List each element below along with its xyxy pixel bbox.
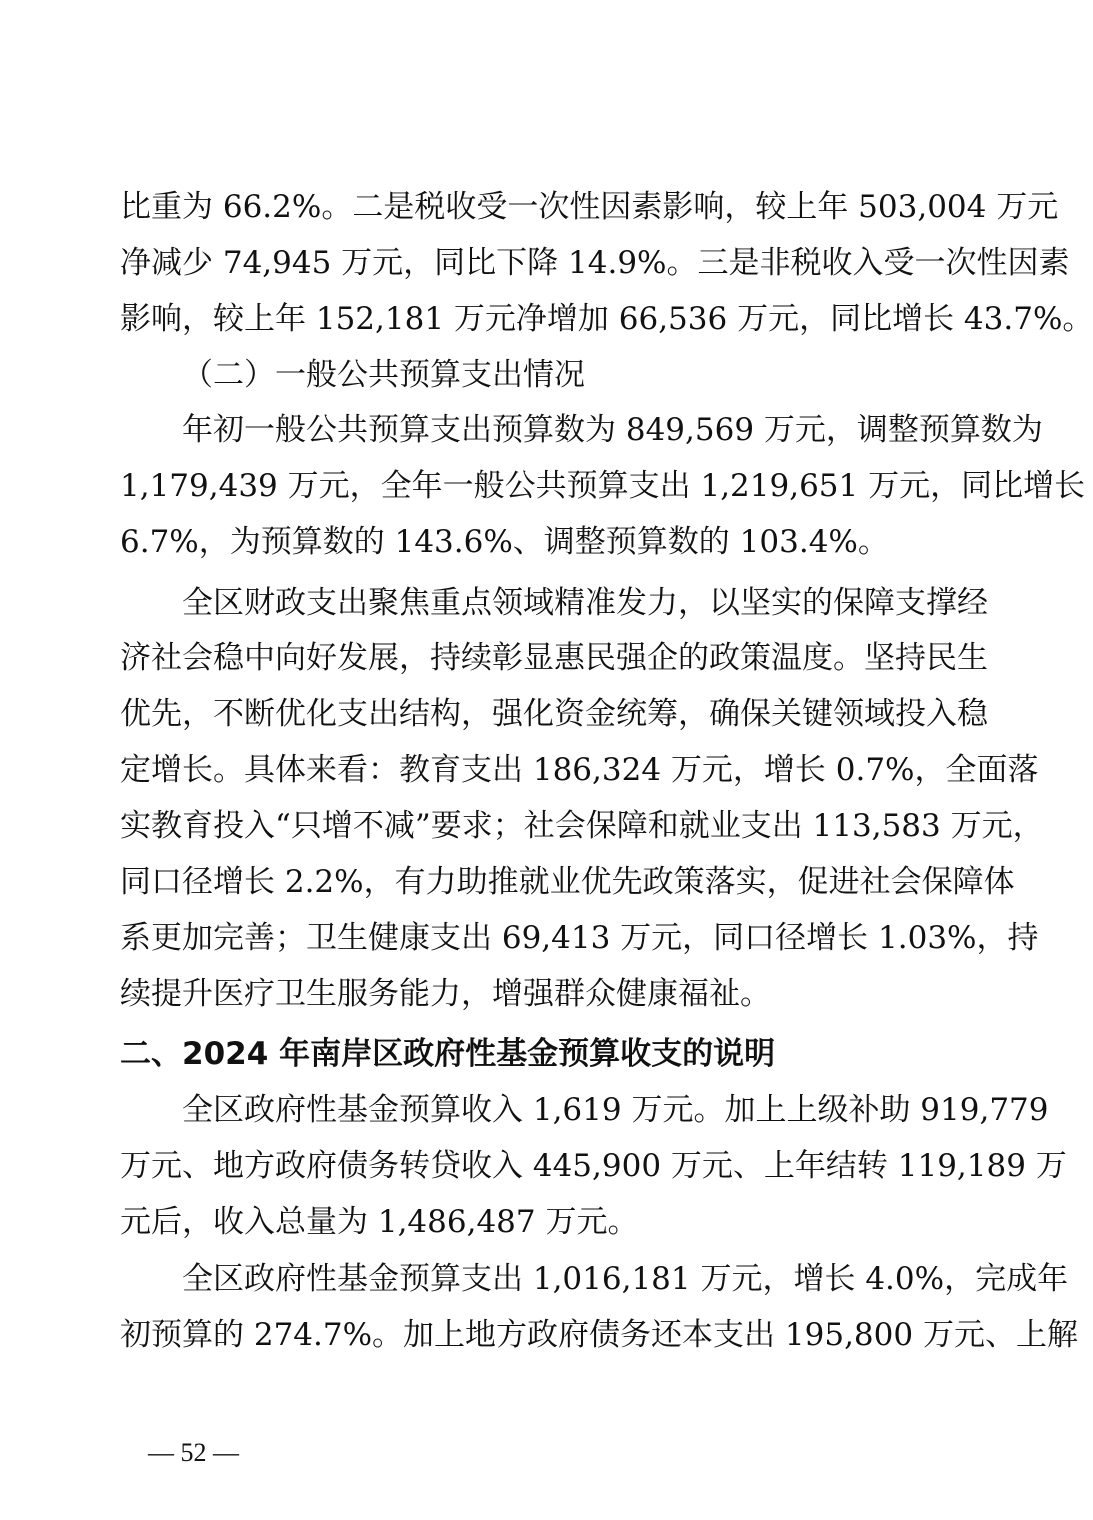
page-number: — 52 — [148, 1438, 239, 1467]
text-line-8: 全区财政支出聚焦重点领域精准发力，以坚实的保障支撑经 [182, 585, 988, 621]
text-line-14: 系更加完善；卫生健康支出 69,413 万元，同口径增长 1.03%，持 [120, 920, 1039, 956]
text-line-5: 年初一般公共预算支出预算数为 849,569 万元，调整预算数为 [182, 412, 1043, 448]
text-line-6: 1,179,439 万元，全年一般公共预算支出 1,219,651 万元，同比增长 [120, 468, 1086, 504]
text-line-9: 济社会稳中向好发展，持续彰显惠民强企的政策温度。坚持民生 [120, 640, 988, 676]
text-line-11: 定增长。具体来看：教育支出 186,324 万元，增长 0.7%，全面落 [120, 752, 1039, 788]
section-heading: 二、2024 年南岸区政府性基金预算收支的说明 [120, 1036, 776, 1072]
text-line-15: 续提升医疗卫生服务能力，增强群众健康福祉。 [120, 976, 771, 1012]
text-line-21: 初预算的 274.7%。加上地方政府债务还本支出 195,800 万元、上解 [120, 1317, 1078, 1353]
text-line-3: 影响，较上年 152,181 万元净增加 66,536 万元，同比增长 43.7%。 [120, 301, 1093, 337]
section-subheading: （二）一般公共预算支出情况 [182, 357, 585, 393]
text-line-13: 同口径增长 2.2%，有力助推就业优先政策落实，促进社会保障体 [120, 864, 1015, 900]
text-line-19: 元后，收入总量为 1,486,487 万元。 [120, 1204, 639, 1240]
text-line-1: 比重为 66.2%。二是税收受一次性因素影响，较上年 503,004 万元 [120, 189, 1059, 225]
text-line-17: 全区政府性基金预算收入 1,619 万元。加上上级补助 919,779 [182, 1092, 1049, 1128]
text-line-2: 净减少 74,945 万元，同比下降 14.9%。三是非税收入受一次性因素 [120, 245, 1070, 281]
text-line-20: 全区政府性基金预算支出 1,016,181 万元，增长 4.0%，完成年 [182, 1261, 1069, 1297]
text-line-18: 万元、地方政府债务转贷收入 445,900 万元、上年结转 119,189 万 [120, 1148, 1067, 1184]
text-line-12: 实教育投入“只增不减”要求；社会保障和就业支出 113,583 万元， [120, 808, 1044, 844]
text-line-10: 优先，不断优化支出结构，强化资金统筹，确保关键领域投入稳 [120, 696, 988, 732]
text-line-7: 6.7%，为预算数的 143.6%、调整预算数的 103.4%。 [120, 524, 889, 560]
